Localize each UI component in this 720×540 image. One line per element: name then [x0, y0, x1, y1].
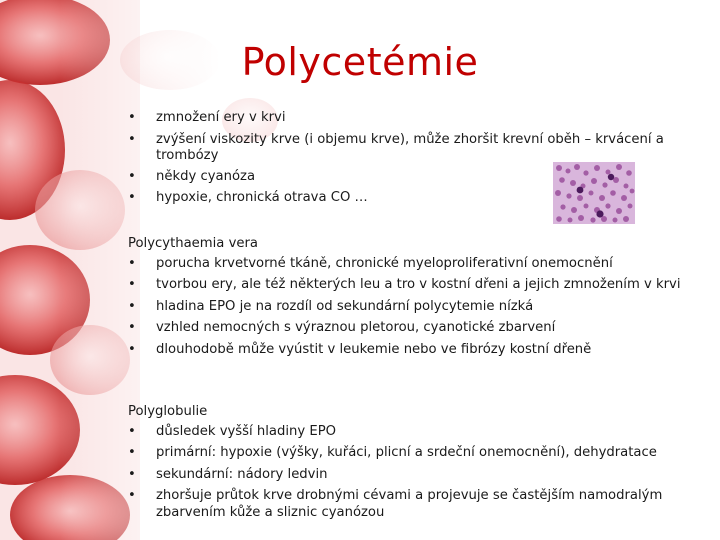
bullet: •: [128, 298, 136, 314]
list-item-text: dlouhodobě může vyústit v leukemie nebo ve fibrózy kostní dřeně: [156, 341, 592, 357]
list-item-text: zmnožení ery v krvi: [156, 110, 286, 125]
intro-list: [128, 110, 698, 207]
bullet: •: [128, 110, 136, 125]
list-item: [128, 424, 688, 441]
section-heading: Polycythaemia vera: [128, 236, 259, 251]
bullet: •: [128, 341, 136, 357]
bullet: •: [128, 320, 136, 336]
bullet: •: [128, 190, 136, 206]
list-item: [128, 320, 688, 337]
list-item-text: hladina EPO je na rozdíl od sekundární polycytemie nízká: [156, 298, 534, 314]
list-item-text: hypoxie, chronická otrava CO …: [156, 190, 368, 206]
bullet: •: [128, 466, 136, 482]
list-item-text: zvýšení viskozity krve (i objemu krve), může zhoršit krevní oběh – krvácení a trombózy: [156, 131, 664, 164]
list-item-text: vzhled nemocných s výraznou pletorou, cyanotické zbarvení: [156, 320, 556, 336]
vera-list: [128, 256, 688, 359]
bullet: •: [128, 255, 136, 271]
slide-title: Polycetémie: [241, 40, 479, 84]
list-item: [128, 445, 688, 462]
bullet: •: [128, 168, 136, 184]
list-item-text: zhoršuje průtok krve drobnými cévami a projevuje se častějším namodralým zbarvením kůže a sliznic cyanózou: [156, 488, 663, 520]
bullet: •: [128, 131, 136, 147]
list-item: [128, 132, 698, 165]
list-item: [128, 169, 698, 186]
list-item-text: tvorbou ery, ale též některých leu a tro v kostní dřeni a jejich zmnožením v krvi: [156, 277, 681, 293]
list-item-text: někdy cyanóza: [156, 168, 256, 184]
list-item: [128, 256, 688, 273]
section-heading: Polyglobulie: [128, 404, 208, 419]
list-item: [128, 277, 688, 294]
polyglobulie-list: [128, 424, 688, 522]
list-item-text: sekundární: nádory ledvin: [156, 466, 328, 482]
list-item: [128, 190, 698, 207]
intro-section: [128, 110, 698, 212]
list-item-text: primární: hypoxie (výšky, kuřáci, plicní a srdeční onemocnění), dehydratace: [156, 445, 657, 461]
list-item: [128, 342, 688, 359]
vera-section: [128, 236, 688, 364]
bullet: •: [128, 277, 136, 293]
bullet: •: [128, 423, 136, 439]
polyglobulie-section: [128, 404, 688, 527]
bullet: •: [128, 445, 136, 461]
list-item: [128, 110, 698, 127]
list-item: [128, 467, 688, 484]
list-item-text: důsledek vyšší hladiny EPO: [156, 423, 337, 439]
list-item: [128, 299, 688, 316]
bullet: •: [128, 488, 136, 504]
list-item-text: porucha krvetvorné tkáně, chronické myeloproliferativní onemocnění: [156, 255, 613, 271]
list-item: [128, 488, 688, 521]
